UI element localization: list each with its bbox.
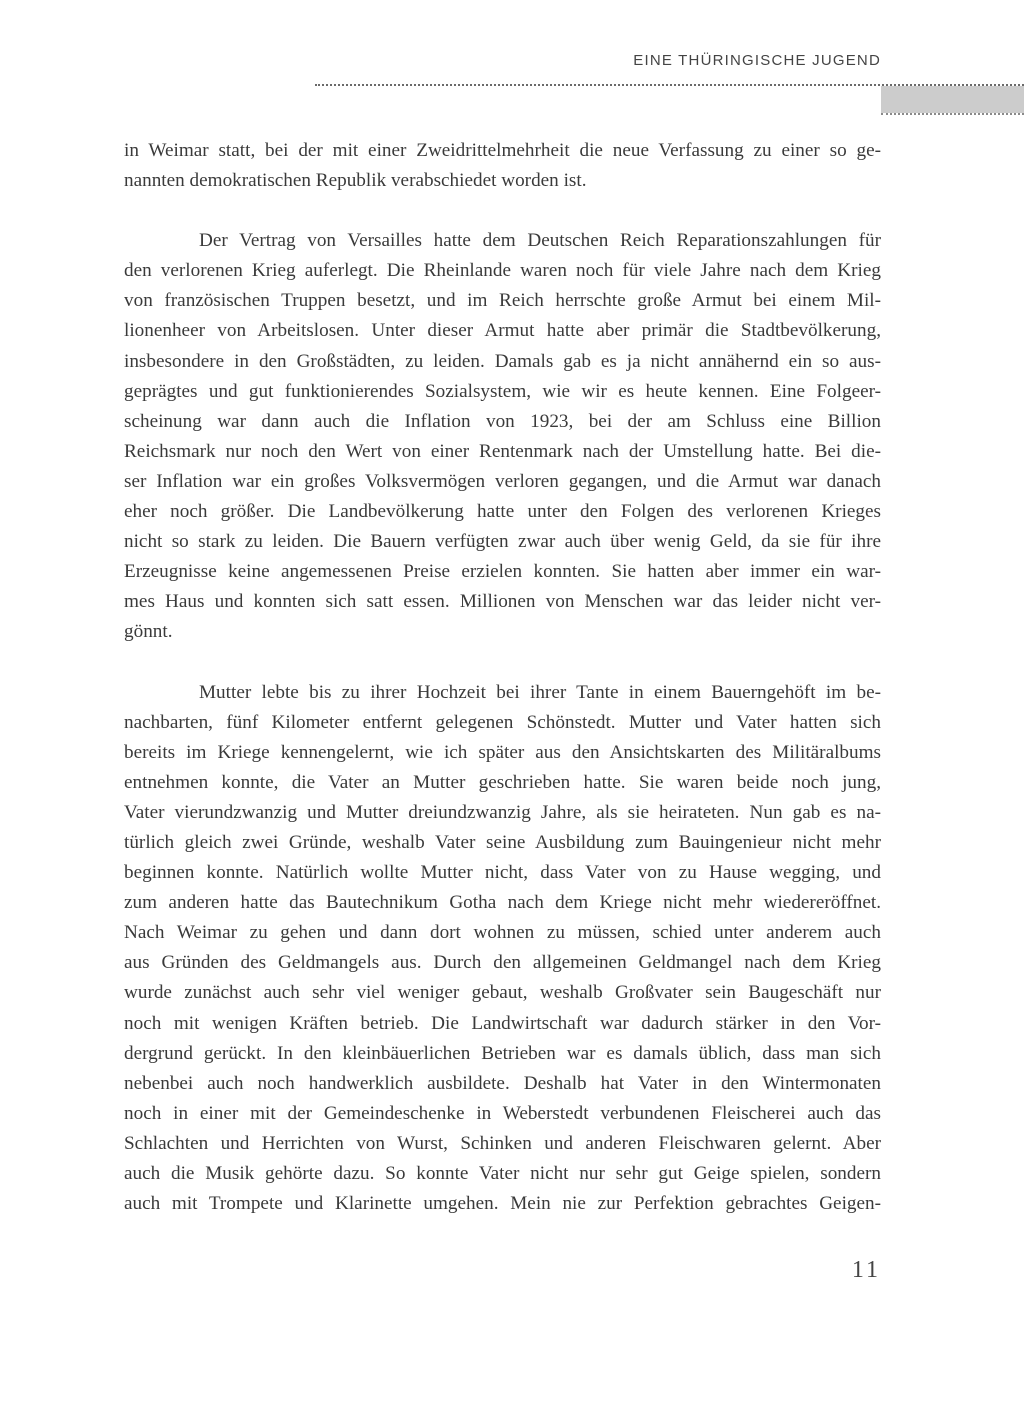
text-line: wurde zunächst auch sehr viel weniger gebaut, weshalb Großvater sein Baugeschäft nur (124, 982, 881, 1004)
text-line: zum anderen hatte das Bautechnikum Gotha nach dem Kriege nicht mehr wiedereröffnet. (124, 892, 881, 914)
text-line: Nach Weimar zu gehen und dann dort wohnen zu müssen, schied unter anderem auch (124, 922, 881, 944)
text-line: von französischen Truppen besetzt, und im Reich herrschte große Armut bei einem Mil- (124, 290, 881, 312)
text-line: gönnt. (124, 621, 173, 643)
paragraph (124, 136, 881, 196)
text-line: nebenbei auch noch handwerklich ausbildete. Deshalb hat Vater in den Wintermonaten (124, 1072, 881, 1094)
text-line: mes Haus und konnten sich satt essen. Millionen von Menschen war das leider nicht ver- (124, 591, 881, 613)
text-line: aus Gründen des Geldmangels aus. Durch den allgemeinen Geldmangel nach dem Krieg (124, 952, 881, 974)
text-line: Der Vertrag von Versailles hatte dem Deutschen Reich Reparationszahlungen für (199, 230, 881, 252)
text-line: Mutter lebte bis zu ihrer Hochzeit bei ihrer Tante in einem Bauerngehöft im be- (199, 681, 881, 703)
text-line: nicht so stark zu leiden. Die Bauern verfügten zwar auch über wenig Geld, da sie für ihre (124, 531, 881, 553)
text-line: noch mit wenigen Kräften betrieb. Die Landwirtschaft war dadurch stärker in den Vor- (124, 1012, 881, 1034)
text-line: Erzeugnisse keine angemessenen Preise erzielen konnten. Sie hatten aber immer ein war- (124, 561, 881, 583)
text-body (124, 136, 881, 1219)
text-line: noch in einer mit der Gemeindeschenke in Weberstedt verbundenen Fleischerei auch das (124, 1102, 881, 1124)
text-line: geprägtes und gut funktionierendes Sozialsystem, wie wir es heute kennen. Eine Folgeer- (124, 380, 881, 402)
text-line: insbesondere in den Großstädten, zu leiden. Damals gab es ja nicht annähernd ein so aus- (124, 350, 881, 372)
text-line: nachbarten, fünf Kilometer entfernt gelegenen Schönstedt. Mutter und Vater hatten sich (124, 711, 881, 733)
page-number: 11 (851, 1257, 881, 1283)
running-header: EINE THÜRINGISCHE JUGEND (633, 52, 881, 69)
text-line: in Weimar statt, bei der mit einer Zweidrittelmehrheit die neue Verfassung zu einer so ge- (124, 140, 881, 161)
text-line: auch die Musik gehörte dazu. So konnte Vater nicht nur sehr gut Geige spielen, sondern (124, 1163, 881, 1184)
text-line: Reichsmark nur noch den Wert von einer Rentenmark nach der Umstellung hatte. Bei die- (124, 440, 881, 462)
text-line: den verlorenen Krieg auferlegt. Die Rheinlande waren noch für viele Jahre nach dem Krieg (124, 260, 881, 282)
text-line: lionenheer von Arbeitslosen. Unter dieser Armut hatte aber primär die Stadtbevölkerung, (124, 320, 881, 342)
text-line: ser Inflation war ein großes Volksvermögen verloren gegangen, und die Armut war danach (124, 470, 881, 492)
header-gray-tab (881, 86, 1024, 113)
text-line: eher noch größer. Die Landbevölkerung hatte unter den Folgen des verlorenen Krieges (124, 501, 881, 523)
text-line: bereits im Kriege kennengelernt, wie ich später aus den Ansichtskarten des Militäralbums (124, 741, 881, 763)
paragraph-gap (124, 648, 881, 678)
text-line: Vater vierundzwanzig und Mutter dreiundzwanzig Jahre, als sie heirateten. Nun gab es na- (124, 801, 881, 823)
text-line: entnehmen konnte, die Vater an Mutter geschrieben hatte. Sie waren beide noch jung, (124, 771, 881, 793)
header-tab-dotted-rule (881, 113, 1024, 115)
text-line: nannten demokratischen Republik verabschiedet worden ist. (124, 170, 587, 192)
text-line: beginnen konnte. Natürlich wollte Mutter nicht, dass Vater von zu Hause wegging, und (124, 862, 881, 884)
text-line: auch mit Trompete und Klarinette umgehen. Mein nie zur Perfektion gebrachtes Geigen- (124, 1193, 881, 1215)
text-line: Schlachten und Herrichten von Wurst, Schinken und anderen Fleischwaren gelernt. Aber (124, 1132, 881, 1154)
text-line: türlich gleich zwei Gründe, weshalb Vater seine Ausbildung zum Bauingenieur nicht mehr (124, 831, 881, 853)
text-line: dergrund gerückt. In den kleinbäuerlichen Betrieben war es damals üblich, dass man sich (124, 1042, 881, 1064)
paragraph (124, 226, 881, 647)
text-line: scheinung war dann auch die Inflation von 1923, bei der am Schluss eine Billion (124, 410, 881, 432)
paragraph (124, 678, 881, 1220)
paragraph-gap (124, 196, 881, 226)
